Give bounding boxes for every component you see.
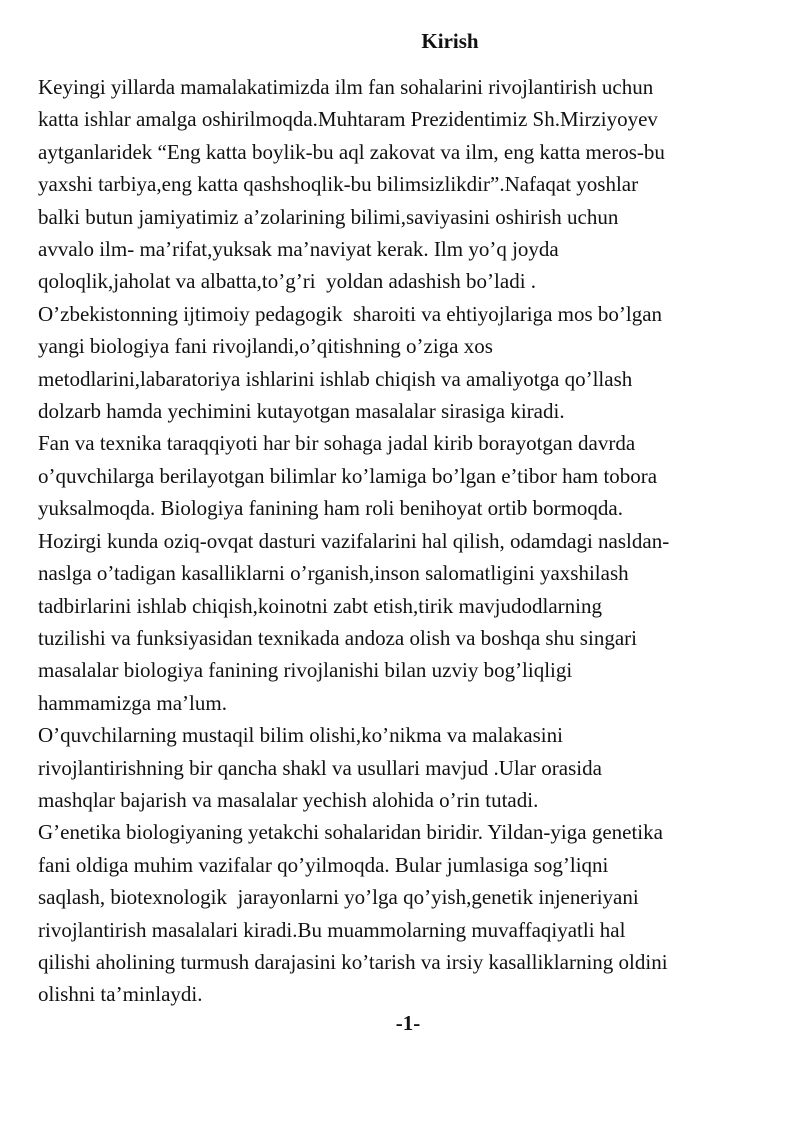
text-line: avvalo ilm- ma’rifat,yuksak ma’naviyat kerak. Ilm yo’q joyda xyxy=(38,237,559,262)
text-line: saqlash, biotexnologik jarayonlarni yo’lga qo’yish,genetik injeneriyani xyxy=(38,885,639,910)
text-line: naslga o’tadigan kasalliklarni o’rganish,inson salomatligini yaxshilash xyxy=(38,561,629,586)
text-line: olishni ta’minlaydi. xyxy=(38,982,203,1007)
text-line: Keyingi yillarda mamalakatimizda ilm fan sohalarini rivojlantirish uchun xyxy=(38,75,654,99)
page-number: -1- xyxy=(395,1011,421,1035)
text-line: O’zbekistonning ijtimoiy pedagogik sharoiti va ehtiyojlariga mos bo’lgan xyxy=(38,301,663,326)
text-line: G’enetika biologiyaning yetakchi sohalaridan biridir. Yildan-yiga genetika xyxy=(38,820,663,845)
text-line: balki butun jamiyatimiz a’zolarining bilimi,saviyasini oshirish uchun xyxy=(38,204,619,229)
text-line: rivojlantirish masalalari kiradi.Bu muammolarning muvaffaqiyatli hal xyxy=(38,917,626,942)
text-line: masalalar biologiya fanining rivojlanishi bilan uzviy bog’liqligi xyxy=(38,658,573,683)
text-line: Fan va texnika taraqqiyoti har bir sohaga jadal kirib borayotgan davrda xyxy=(38,431,636,456)
text-line: hammamizga ma’lum. xyxy=(38,690,227,715)
text-line: tuzilishi va funksiyasidan texnikada andoza olish va boshqa shu singari xyxy=(38,625,637,650)
text-line: o’quvchilarga berilayotgan bilimlar ko’lamiga bo’lgan e’tibor ham tobora xyxy=(38,463,658,488)
text-line: katta ishlar amalga oshirilmoqda.Muhtaram Prezidentimiz Sh.Mirziyoyev xyxy=(38,107,658,132)
text-line: dolzarb hamda yechimini kutayotgan masalalar sirasiga kiradi. xyxy=(38,399,565,424)
text-line: yaxshi tarbiya,eng katta qashshoqlik-bu bilimsizlikdir”.Nafaqat yoshlar xyxy=(38,172,639,197)
text-line: tadbirlarini ishlab chiqish,koinotni zabt etish,tirik mavjudodlarning xyxy=(38,593,602,618)
text-line: mashqlar bajarish va masalalar yechish alohida o’rin tutadi. xyxy=(38,787,539,812)
text-line: yangi biologiya fani rivojlandi,o’qitishning o’ziga xos xyxy=(38,334,493,359)
text-line: qoloqlik,jaholat va albatta,to’g’ri yoldan adashish bo’ladi . xyxy=(38,269,537,294)
text-line: yuksalmoqda. Biologiya fanining ham roli benihoyat ortib bormoqda. xyxy=(38,496,623,521)
text-line: metodlarini,labaratoriya ishlarini ishlab chiqish va amaliyotga qo’llash xyxy=(38,366,633,391)
text-line: O’quvchilarning mustaqil bilim olishi,ko’nikma va malakasini xyxy=(38,723,563,748)
text-line: aytganlaridek “Eng katta boylik-bu aql zakovat va ilm, eng katta meros-bu xyxy=(38,139,665,164)
text-line: rivojlantirishning bir qancha shakl va usullari mavjud .Ular orasida xyxy=(38,755,602,780)
text-line: Hozirgi kunda oziq-ovqat dasturi vazifalarini hal qilish, odamdagi nasldan- xyxy=(38,528,670,553)
body-text xyxy=(38,71,766,1011)
page-title: Kirish xyxy=(421,29,479,53)
text-line: qilishi aholining turmush darajasini ko’tarish va irsiy kasalliklarning oldini xyxy=(38,949,668,974)
text-line: fani oldiga muhim vazifalar qo’yilmoqda. Bular jumlasiga sog’liqni xyxy=(38,852,609,877)
